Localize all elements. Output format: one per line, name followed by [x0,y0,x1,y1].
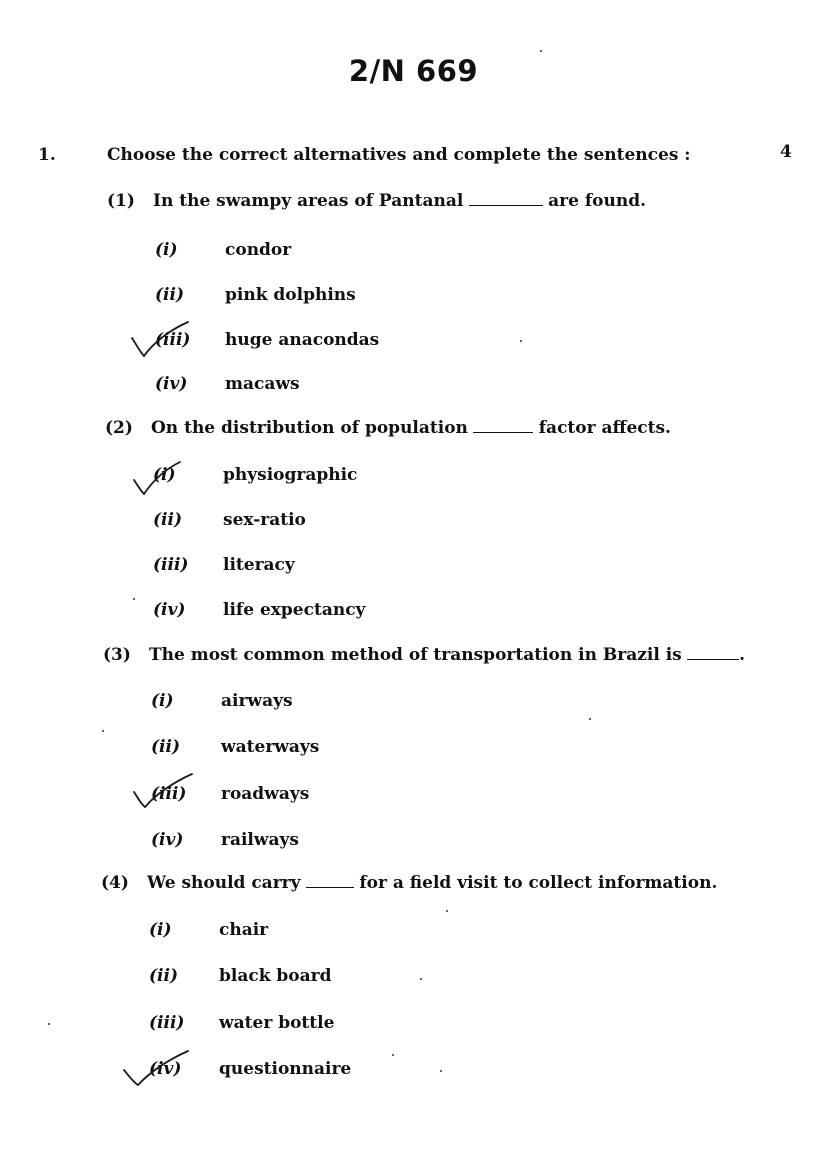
option-text: railways [221,830,299,850]
option-text: sex-ratio [223,510,306,530]
question-instruction: Choose the correct alternatives and complete the sentences : [107,145,691,165]
option-roman: (ii) [155,285,185,305]
option-roman: (ii) [151,737,181,757]
scan-speck [133,598,135,600]
option-text: roadways [221,784,310,804]
option-roman: (i) [149,920,172,940]
handwritten-tick-icon [128,320,194,362]
scan-speck [446,910,448,912]
sub-question-text-before: The most common method of transportation in Brazil is [149,645,682,665]
option-text: huge anacondas [225,330,380,350]
option-roman: (iii) [149,1013,185,1033]
sub-question-4 [101,873,717,893]
option-roman: (iii) [155,330,191,350]
option-text: questionnaire [219,1059,352,1079]
scan-speck [440,1070,442,1072]
handwritten-tick-icon [130,458,186,498]
sub-question-text-after: . [739,645,746,665]
answer-blank [306,875,354,888]
option-roman: (iv) [153,600,186,620]
option-text: life expectancy [223,600,366,620]
option-roman: (i) [153,465,176,485]
handwritten-tick-icon [120,1048,194,1090]
scan-speck [102,730,104,732]
option-text: condor [225,240,292,260]
scan-speck [48,1023,50,1025]
option-roman: (iv) [155,374,188,394]
scan-speck [540,50,542,52]
sub-question-number: (3) [103,645,131,665]
option-text: physiographic [223,465,358,485]
scan-speck [520,340,522,342]
paper-code: 2/N 669 [348,54,479,88]
sub-question-number: (1) [107,191,135,211]
scan-speck [589,718,591,720]
answer-blank [469,193,543,206]
sub-question-2 [105,418,671,438]
option-text: black board [219,966,332,986]
option-text: literacy [223,555,295,575]
scan-speck [420,978,422,980]
option-text: airways [221,691,293,711]
handwritten-tick-icon [130,772,198,812]
option-text: macaws [225,374,300,394]
option-text: waterways [221,737,320,757]
sub-question-text-after: factor affects. [538,418,671,438]
sub-question-text-after: for a field visit to collect information. [359,873,718,893]
scan-speck [392,1054,394,1056]
sub-question-3 [103,645,745,665]
option-text: pink dolphins [225,285,356,305]
option-roman: (ii) [149,966,179,986]
option-roman: (i) [155,240,178,260]
option-roman: (iv) [151,830,184,850]
option-roman: (i) [151,691,174,711]
option-roman: (iii) [151,784,187,804]
question-number: 1. [38,145,56,165]
sub-question-number: (2) [105,418,133,438]
sub-question-text-before: We should carry [147,873,301,893]
option-text: chair [219,920,269,940]
option-text: water bottle [219,1013,335,1033]
sub-question-number: (4) [101,873,129,893]
answer-blank [687,647,739,660]
sub-question-text-before: In the swampy areas of Pantanal [153,191,464,211]
sub-question-1 [107,191,646,211]
sub-question-text-after: are found. [548,191,647,211]
option-roman: (ii) [153,510,183,530]
option-roman: (iv) [149,1059,182,1079]
answer-blank [473,420,533,433]
sub-question-text-before: On the distribution of population [151,418,468,438]
option-roman: (iii) [153,555,189,575]
question-marks: 4 [780,142,792,162]
